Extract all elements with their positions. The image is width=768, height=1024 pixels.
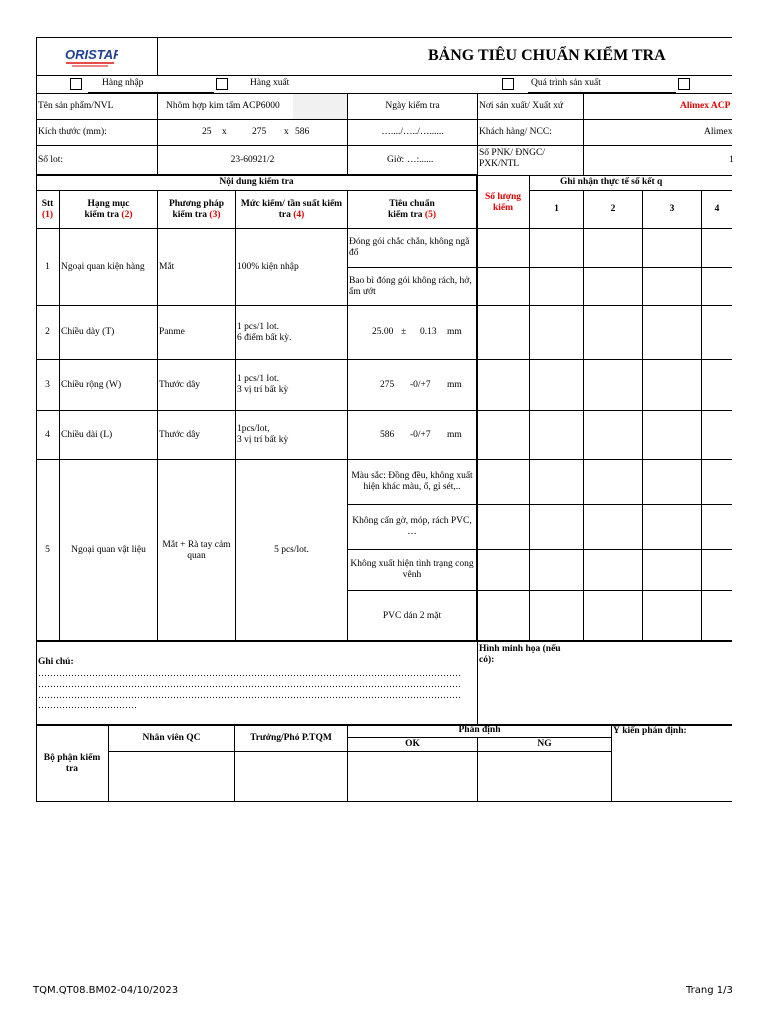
row5-standard-a: Màu sắc: Đồng đều, không xuất hiện khác màu, ố, gỉ sét,.. (351, 471, 473, 492)
date-value[interactable]: …..../…../…...... (381, 126, 444, 137)
row3-standard-tolerance: -0/+7 (410, 379, 431, 390)
row3-stt: 3 (45, 379, 50, 390)
notes-line-1[interactable]: …………………………………………………………………………………………………………………………… (38, 668, 461, 678)
lot-label: Số lot: (38, 154, 64, 165)
result-col-4: 4 (714, 204, 720, 214)
export-checkbox[interactable] (216, 78, 228, 90)
export-label: Hàng xuất (250, 78, 290, 88)
row3-frequency: 1 pcs/1 lot. 3 vị trí bất kỳ (237, 374, 289, 395)
opinion-label: Ý kiến phán định: (613, 726, 687, 736)
row1-item: Ngoại quan kiện hàng (61, 261, 145, 272)
company-logo (62, 44, 118, 68)
row4-stt: 4 (45, 429, 50, 440)
svg-text:ORISTAR: ORISTAR (65, 47, 118, 62)
doc-value[interactable]: 1 (729, 154, 734, 165)
row4-item: Chiều dài (L) (61, 429, 113, 440)
row5-standard-b: Không cấn gờ, móp, rách PVC, … (352, 516, 472, 537)
size-label: Kích thước (mm): (38, 126, 107, 137)
row2-method: Panme (159, 327, 185, 337)
import-label: Hàng nhập (102, 78, 144, 88)
head-label: Trưởng/Phó P.TQM (250, 733, 332, 743)
ng-label: NG (537, 739, 552, 749)
size-width[interactable]: 25 (202, 126, 212, 137)
row1-stt: 1 (45, 261, 50, 272)
customer-label: Khách hàng/ NCC: (479, 126, 552, 137)
time-value[interactable]: …:...... (407, 154, 434, 165)
row5-standard-d: PVC dán 2 mặt (382, 610, 442, 621)
head-signature[interactable] (235, 752, 347, 801)
origin-value[interactable]: Alimex ACP (680, 100, 731, 111)
size-height[interactable]: 275 (252, 126, 267, 137)
product-shaded-cell (293, 94, 347, 119)
row4-frequency: 1pcs/lot, 3 vị trí bất kỳ (237, 424, 289, 445)
row3-method: Thước dây (159, 379, 201, 390)
row4-method: Thước dây (159, 429, 201, 440)
col-stt: Stt (1) (41, 198, 54, 220)
row4-standard-tolerance: -0/+7 (410, 429, 431, 440)
notes-line-3[interactable]: …………………………………………………………………………………………………………………………… (38, 690, 461, 700)
illustration-label: Hình minh họa (nếu có): (479, 644, 561, 665)
row4-standard-value: 586 (380, 429, 395, 440)
row1-standard-b: Bao bì đóng gói không rách, hở, ẩm ướt (349, 276, 472, 297)
col-method: Phương pháp kiểm tra (3) (168, 198, 225, 220)
time-label: Giờ: (387, 154, 405, 165)
row2-standard-value: 25.00 (372, 327, 394, 337)
other-checkbox[interactable] (678, 78, 690, 90)
col-frequency: Mức kiểm/ tần suất kiểm tra (4) (240, 198, 343, 220)
ng-box[interactable] (478, 752, 611, 801)
col-standard: Tiêu chuẩn kiểm tra (5) (387, 198, 436, 220)
page-number: Trang 1/3 (686, 985, 733, 996)
row2-standard-tolerance: 0.13 (420, 327, 437, 337)
notes-label: Ghi chú: (38, 657, 74, 667)
row3-item: Chiều rộng (W) (61, 379, 122, 390)
outer-top-border (36, 37, 732, 38)
origin-label: Nơi sản xuất/ Xuất xứ (479, 100, 564, 111)
form-code: TQM.QT08.BM02-04/10/2023 (33, 985, 179, 996)
col-item: Hạng mục kiểm tra (2) (84, 198, 133, 220)
row1-method: Mắt (159, 261, 175, 272)
row2-stt: 2 (45, 327, 50, 337)
production-checkbox[interactable] (502, 78, 514, 90)
judgement-label: Phán định (458, 725, 501, 735)
row5-frequency: 5 pcs/lot. (274, 545, 309, 555)
qc-staff-label: Nhân viên QC (142, 733, 201, 743)
row5-stt: 5 (45, 545, 50, 555)
notes-line-2[interactable]: …………………………………………………………………………………………………………………………… (38, 679, 461, 689)
dept-label: Bộ phận kiểm tra (43, 752, 101, 774)
product-value[interactable]: Nhôm hợp kim tấm ACP6000 (166, 100, 280, 111)
row2-item: Chiều dày (T) (61, 327, 115, 337)
notes-line-4[interactable]: …………………………… (38, 700, 137, 710)
row2-frequency: 1 pcs/1 lot. 6 điểm bất kỳ. (237, 322, 292, 343)
row5-standard-c: Không xuất hiện tình trạng cong vênh (350, 559, 474, 580)
qc-staff-signature[interactable] (109, 752, 234, 801)
import-checkbox[interactable] (70, 78, 82, 90)
result-col-2: 2 (610, 204, 616, 214)
size-length[interactable]: 586 (295, 126, 310, 137)
results-header: Ghi nhận thực tế số kết q (560, 177, 663, 187)
row5-method: Mắt + Rà tay cảm quan (162, 539, 231, 561)
production-label: Quá trình sản xuất (531, 78, 601, 88)
result-col-1: 1 (554, 204, 559, 214)
row1-frequency: 100% kiện nhập (237, 261, 299, 272)
doc-label: Số PNK/ ĐNGC/ PXK/NTL (479, 148, 545, 169)
content-header: Nội dung kiểm tra (219, 177, 294, 187)
page-title: BẢNG TIÊU CHUẨN KIỂM TRA (428, 47, 666, 64)
lot-value[interactable]: 23-60921/2 (230, 154, 275, 165)
product-label: Tên sản phẩm/NVL (38, 100, 114, 111)
row1-standard-a: Đóng gói chắc chắn, không ngã đổ (349, 237, 470, 258)
row3-standard-value: 275 (380, 379, 395, 390)
qty-header: Số lượng kiểm (484, 192, 522, 213)
customer-value[interactable]: Alimex (704, 126, 733, 137)
ok-label: OK (405, 739, 420, 749)
result-col-3: 3 (669, 204, 675, 214)
ok-box[interactable] (348, 752, 477, 801)
date-label: Ngày kiểm tra (385, 100, 440, 111)
row5-item: Ngoại quan vật liệu (71, 545, 146, 555)
